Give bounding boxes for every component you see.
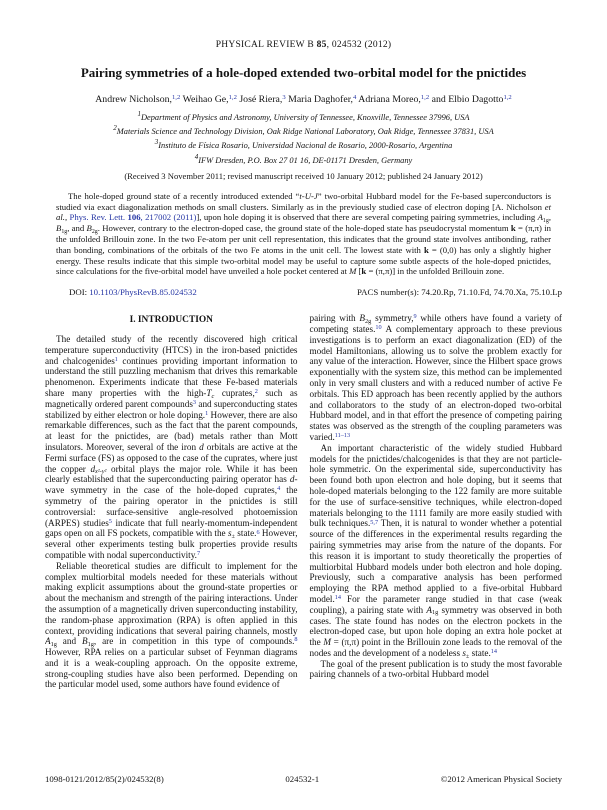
text-segment: 2g	[365, 317, 372, 325]
inline-link[interactable]: 11–13	[334, 432, 351, 440]
text-segment: state.	[234, 528, 257, 539]
text-segment: and	[56, 636, 82, 647]
text-segment: ±	[465, 652, 470, 660]
text-segment: A complementary approach to these previous investigations is to perform an exact diagonalization (ED) of the model Hamiltonians, allowing us to solve the problem exactly for any value of the interaction. However, since the Hilbert space grows exponentially with the system size, this method can be implemented only in very small clusters and with a reduced number of active Fe orbitals. This ED approach has been recently applied by the authors and collaborators to the study of an electron-doped two-orbital Hubbard model, and in that effort the presence of competing pairing states was observed as the strength of the coupling parameters was varied.	[309, 323, 562, 442]
text-segment: ±	[231, 533, 235, 541]
text-segment: symmetry,	[371, 313, 414, 324]
text-segment: . However, contrary to the electron-doped case, the ground state of the hole-doped state has pseudocrystal momentum	[97, 223, 511, 234]
text-segment: B	[359, 313, 366, 324]
text-segment: c	[211, 392, 215, 400]
text-segment: while others have found a variety of competing states.	[309, 313, 562, 334]
text-segment: The detailed study of the recently discovered high critical temperature superconductivity (HTCS) in the iron-based pnictides and chalcogenides	[45, 333, 298, 366]
affiliation-line	[45, 152, 562, 166]
page-title: Pairing symmetries of a hole-doped extended two-orbital model for the pnictides	[80, 65, 527, 80]
text-segment: d	[90, 463, 96, 474]
text-segment: 1g	[542, 218, 549, 225]
inline-link[interactable]: 14	[490, 648, 498, 656]
text-segment: ], upon hole doping it is observed that there are several competing pairing symmetries, including	[196, 212, 538, 223]
text-segment: d	[199, 441, 204, 452]
text-segment: et al.	[56, 201, 551, 223]
section-heading-introduction: I. INTRODUCTION	[129, 315, 213, 326]
text-segment: B	[82, 636, 88, 647]
footer-page-number: 024532-1	[285, 774, 320, 784]
affiliation-line	[45, 109, 562, 123]
text-segment: ,	[548, 212, 551, 223]
text-segment: d	[289, 474, 295, 485]
text-segment: , and	[67, 223, 87, 234]
text-segment: Then, it is natural to wonder whether a potential source of the differences in the experimental results regarding the pairing symmetries may arise from the nature of the dopants. For this reason it is important to study theoretically the properties of multiorbital Hubbard models under both electron and hole doping. Previously, such a comparative analysis has been performed employing the RPA method applied to a five-orbital Hubbard model.	[309, 518, 562, 604]
text-segment: , 024532 (2012)	[326, 40, 392, 50]
text-segment: B	[86, 223, 92, 234]
text-segment: 1g	[431, 609, 439, 617]
inline-link[interactable]: 1	[205, 409, 209, 417]
affiliation-number: 4	[194, 152, 199, 161]
text-segment: The hole-doped ground state of a recently introduced extended “	[68, 190, 300, 201]
text-segment: = (π,π) point in the Brillouin zone leads to the removal of the nodes and the development of a nodeless	[309, 637, 562, 658]
text-segment: José Riera,	[236, 94, 283, 105]
text-segment: s	[462, 647, 466, 658]
affiliation-text: Department of Physics and Astronomy, University of Tennessee, Knoxville, Tennessee 37996, USA	[140, 112, 470, 122]
affiliation-text: IFW Dresden, P.O. Box 27 01 16, DE-01171 Dresden, Germany	[198, 155, 413, 165]
author-line	[45, 94, 562, 105]
text-segment: k	[510, 223, 516, 234]
footer-issn: 1098-0121/2012/85(2)/024532(8)	[45, 774, 164, 784]
text-segment: symmetry was observed in both cases. The state found has nodes on the electron pockets in the electron-doped case, but upon hole doping an extra hole pocket at the	[309, 604, 562, 648]
text-segment: 1g	[87, 641, 94, 649]
affiliation-text: Materials Science and Technology Division, Oak Ridge National Laboratory, Oak Ridge, Tennessee 37831, USA	[116, 127, 494, 136]
inline-link[interactable]: 106	[127, 212, 141, 223]
text-segment: ,	[64, 212, 70, 223]
inline-link[interactable]: 1,2	[228, 94, 237, 102]
text-segment: k	[361, 266, 367, 277]
text-segment: cuprates,	[214, 387, 255, 398]
right-column	[310, 313, 563, 775]
text-segment: 1g	[61, 228, 68, 235]
text-segment: T	[206, 387, 212, 398]
affiliation-line	[45, 137, 562, 151]
doi-link[interactable]: 10.1103/PhysRevB.85.024532	[89, 287, 197, 298]
article-body	[45, 313, 562, 775]
inline-link[interactable]: 9	[413, 313, 417, 321]
inline-link[interactable]: , 217002 (2011)	[140, 212, 197, 223]
text-segment: such as magnetically ordered parent compounds	[45, 387, 298, 409]
inline-link[interactable]: 3	[192, 398, 197, 406]
text-segment: indicate that full nearly-momentum-independent gaps open on all FS pockets, compatible with the	[45, 517, 298, 539]
text-segment: 1g	[50, 641, 57, 649]
inline-link[interactable]: 6	[256, 528, 260, 536]
text-segment: pairing with	[309, 313, 360, 324]
received-line: (Received 3 November 2011; revised manuscript received 10 January 2012; published 24 January 2012)	[124, 170, 483, 181]
paragraph	[45, 561, 298, 691]
pacs-numbers: PACS number(s): 74.20.Rp, 71.10.Fd, 74.70.Xa, 75.10.Lp	[357, 287, 562, 298]
inline-link[interactable]: 4	[277, 485, 281, 493]
page-footer	[45, 774, 562, 784]
inline-link[interactable]: 3	[282, 94, 286, 102]
inline-link[interactable]: 5,7	[370, 518, 379, 526]
left-column	[45, 313, 298, 775]
inline-link[interactable]: 14	[334, 594, 342, 602]
affiliation-number: 2	[113, 124, 117, 133]
text-segment: = (π,π) in the unfolded Brillouin zone. In the two Fe-atom per unit cell representation, this indicates that the ground state involves antibonding, rather than bonding, combinations of the orbitals of the two Fe atoms in the unit cell. The lowest state with	[56, 223, 551, 255]
text-segment: and Elbio Dagotto	[429, 94, 504, 105]
inline-link[interactable]: 10	[375, 324, 382, 332]
text-segment: A	[45, 636, 51, 647]
text-segment: -wave symmetry in the case of the hole-doped cuprates,	[45, 474, 298, 496]
paragraph	[310, 659, 563, 681]
inline-link[interactable]: 7	[196, 550, 201, 558]
text-segment: = (π,π)] in the unfolded Brillouin zone.	[366, 266, 505, 277]
text-segment: orbital plays the major role. While it has been clearly established that the superconducting pairing operator has	[45, 463, 298, 485]
text-segment: x²-y²	[95, 468, 107, 476]
text-segment: PHYSICAL REVIEW B	[215, 40, 317, 50]
paragraph	[310, 313, 563, 443]
affiliation-number: 3	[154, 138, 159, 147]
doi-pacs-row	[45, 287, 562, 297]
abstract	[56, 191, 551, 277]
affiliation-line	[45, 123, 562, 137]
text-segment: However, several other experiments testing bulk properties provide results compatible with nodal superconductivity.	[45, 528, 298, 560]
affiliations	[45, 109, 562, 166]
text-segment: Maria Daghofer,	[285, 94, 354, 105]
text-segment: continues providing important information to understand the still puzzling mechanism that drives this remarkable phenomenon. Experiments indicate that these Fe-based materials share many properties with the high-	[45, 355, 298, 398]
text-segment: 2g	[91, 228, 98, 235]
text-segment: M	[349, 266, 357, 277]
text-segment: orbitals are active at the Fermi surface (FS) as opposed to the case of the cuprates, where just the copper	[45, 441, 298, 474]
doi-label: DOI:	[69, 287, 90, 298]
inline-link[interactable]: 4	[353, 94, 357, 102]
text-segment: M	[323, 637, 332, 648]
text-segment: the symmetry of the pairing operator in the pnictides is still controversial: surface-sensitive angle-resolved photoemission (ARPES) studies	[45, 485, 298, 528]
text-segment: t-U-J	[299, 190, 318, 201]
text-segment: Reliable theoretical studies are difficult to implement for the complex multiorbital models needed for these materials without making explicit assumptions about the ground-state properties or about the mechanism and strength of the pairing interactions. Under the assumption of a magnetically driven superconducting instability, the random-phase approximation (RPA) is often applied in this context, providing indications that several pairing channels, mostly	[45, 560, 298, 636]
journal-header	[45, 40, 562, 50]
text-segment: ” two-orbital Hubbard model for the Fe-based superconductors is studied via exact diagonalization methods on small clusters. Similarly as in the previously studied case of electron doping [A. Nicholson	[56, 190, 551, 212]
footer-copyright: ©2012 American Physical Society	[440, 774, 562, 784]
text-segment: The goal of the present publication is to study the most favorable pairing channels of a two-orbital Hubbard model	[309, 658, 562, 680]
inline-link[interactable]: 1,2	[171, 94, 181, 102]
text-segment: Adriana Moreo,	[356, 94, 421, 105]
inline-link[interactable]: Phys. Rev. Lett.	[69, 212, 128, 223]
inline-link[interactable]: 8	[294, 636, 298, 644]
text-segment: k	[423, 244, 429, 255]
text-segment: 85	[316, 40, 327, 50]
text-segment: An important characteristic of the widely studied Hubbard models for the pnictides/chalcogenides is that they are not particle-hole symmetric. On the experimental side, superconductivity has been found both upon electron and hole doping, but it seems that hole-doped materials belonging to the 122 family are more suitable for the use of surface-sensitive techniques, while electron-doped materials belonging to the 1111 family are more easily studied with bulk techniques.	[309, 442, 562, 529]
text-segment: B	[56, 223, 62, 234]
affiliation-text: Instituto de Física Rosario, Universidad Nacional de Rosario, 2000-Rosario, Argentina	[158, 141, 453, 151]
text-segment: However, there are also remarkable differences, such as the fact that the parent compounds, at least for the pnictides, are (bad) metals rather than Mott insulators. Moreover, several of the iron	[45, 409, 298, 452]
text-segment: A	[537, 212, 543, 223]
doi	[69, 287, 197, 297]
inline-link[interactable]: 2	[254, 388, 258, 396]
text-segment: = (0,0) has only a slightly higher energy. These results indicate that this simple two-orbital model may be useful to capture some subtle aspects of the hole-doped pnictides, since calculations for the five-orbital model have unveiled a hole pocket centered at	[56, 244, 552, 277]
inline-link[interactable]: 1	[114, 355, 118, 363]
affiliation-number: 1	[137, 110, 141, 118]
text-segment: state.	[469, 647, 491, 658]
text-segment: A	[426, 604, 432, 615]
paragraph	[310, 443, 563, 659]
paragraph	[45, 334, 298, 561]
text-segment: For the parameter range studied in that case (weak coupling), a pairing state with	[309, 593, 562, 615]
text-segment: However, RPA relies on a particular subset of Feynman diagrams and it is a weak-coupling approach. On the opposite extreme, strong-coupling studies have also been performed. Depending on the particular model used, some authors have found evidence of	[45, 647, 298, 690]
inline-link[interactable]: 1,2	[503, 94, 512, 102]
text-segment: , are in competition in this type of compounds.	[93, 636, 295, 647]
text-segment: Andrew Nicholson,	[95, 94, 172, 105]
inline-link[interactable]: 5	[108, 517, 112, 525]
text-segment: and superconducting states stabilized by either electron or hole doping.	[45, 398, 298, 420]
inline-link[interactable]: 1,2	[420, 94, 430, 102]
text-segment: [	[356, 266, 362, 277]
text-segment: Weihao Ge,	[180, 94, 229, 105]
text-segment: s	[227, 528, 232, 539]
